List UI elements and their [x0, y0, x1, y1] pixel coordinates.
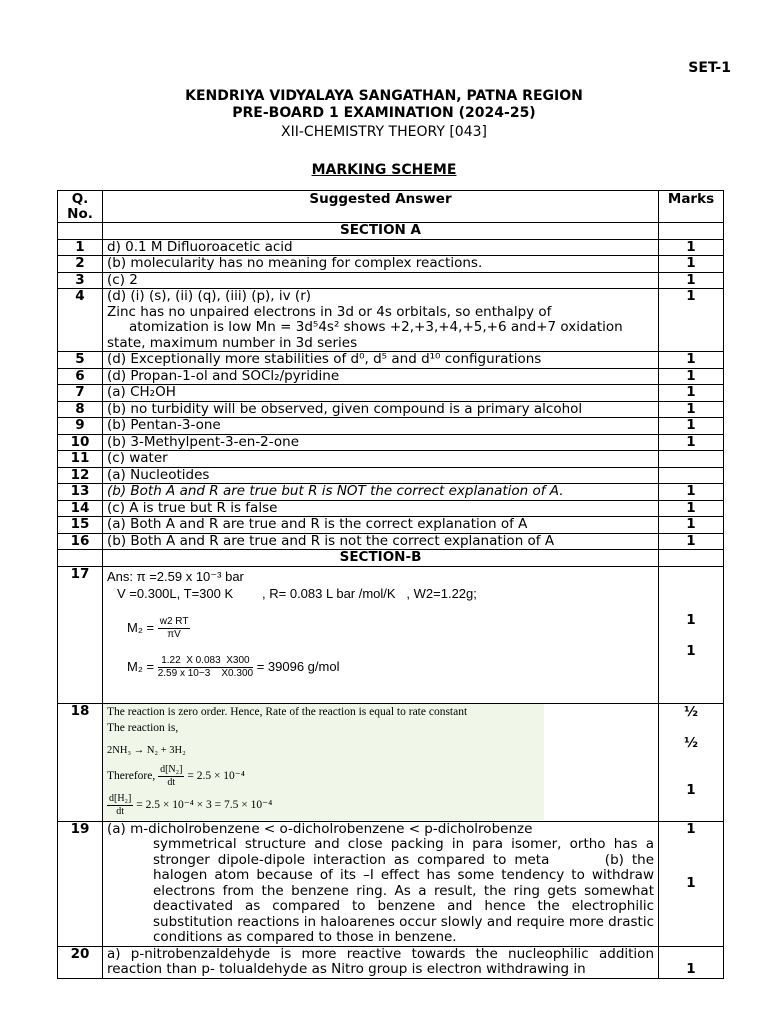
table-row	[58, 451, 724, 468]
q-number: 13	[58, 484, 103, 501]
rate-eq-n2	[107, 764, 540, 789]
table-row	[58, 467, 724, 484]
exam-title: PRE-BOARD 1 EXAMINATION (2024-25)	[232, 105, 536, 121]
q-number: 6	[58, 368, 103, 385]
marks: 1	[659, 385, 724, 402]
answer-body: symmetrical structure and close packing in para isomer, ortho has a stronger dipole-dipole interaction as compared to meta (b) the halogen atom because of its –I effect has some tendency to withdraw electrons from the benzene ring. As a result, the ring gets somewhat deactivated as compared to benzene and hence the electrophilic substitution reactions in haloarenes occur slowly and require more drastic conditions as compared to those in benzene.	[153, 836, 659, 945]
marks	[659, 566, 724, 703]
marks	[659, 703, 724, 821]
table-row	[58, 368, 724, 385]
q-number: 1	[58, 239, 103, 256]
col-q-header: Q. No.	[58, 191, 103, 223]
marks: 1	[659, 434, 724, 451]
answer: (c) water	[103, 451, 659, 468]
numerator: d[H₂]	[109, 792, 132, 804]
answer-line: V =0.300L, T=300 K , R= 0.083 L bar /mol/K , W2=1.22g;	[117, 585, 477, 601]
section-b-label: SECTION-B	[103, 550, 659, 567]
q-number: 10	[58, 434, 103, 451]
denominator: 2.59 x 10−3 X0.300	[157, 667, 254, 679]
numerator: w2 RT	[159, 615, 189, 627]
answer	[103, 703, 659, 821]
answer: (d) Propan-1-ol and SOCl₂/pyridine	[103, 368, 659, 385]
marks: 1	[659, 533, 724, 550]
answer: (d) Exceptionally more stabilities of d⁰, d⁵ and d¹⁰ configurations	[103, 352, 659, 369]
marks: 1	[659, 352, 724, 369]
marking-scheme-table	[57, 190, 724, 979]
numerator: d[N₂]	[160, 763, 183, 775]
answer-line: atomization is low Mn = 3d⁵4s² shows +2,+3,+4,+5,+6 and+7 oxidation	[129, 319, 623, 335]
answer-line: (d) (i) (s), (ii) (q), (iii) (p), iv (r)	[107, 288, 312, 304]
answer: (a) Nucleotides	[103, 467, 659, 484]
answer: (b) Both A and R are true and R is not the correct explanation of A	[103, 533, 659, 550]
marks: 1	[659, 500, 724, 517]
table-row	[58, 401, 724, 418]
table-row	[58, 256, 724, 273]
marks: 1	[659, 289, 724, 352]
numerator: 1.22 X 0.083 X300	[158, 655, 253, 668]
col-answer-header: Suggested Answer	[103, 191, 659, 223]
table-row	[58, 500, 724, 517]
table-row	[58, 418, 724, 435]
q-number: 3	[58, 272, 103, 289]
table-header-row	[58, 191, 724, 223]
q-number: 19	[58, 821, 103, 946]
answer-line: 2NH₃ → N₂ + 3H₂	[107, 744, 186, 756]
table-row	[58, 289, 724, 352]
answer-line: Zinc has no unpaired electrons in 3d or 4s orbitals, so enthalpy of	[107, 303, 552, 320]
table-row	[58, 703, 724, 821]
answer	[103, 566, 659, 703]
answer: d) 0.1 M Difluoroacetic acid	[103, 239, 659, 256]
answer: (b) Pentan-3-one	[103, 418, 659, 435]
q-number: 17	[58, 566, 103, 703]
answer-line: The reaction is zero order. Hence, Rate of the reaction is equal to rate constant	[107, 705, 468, 718]
answer: (b) molecularity has no meaning for complex reactions.	[103, 256, 659, 273]
section-b-row	[58, 550, 724, 567]
answer-line: Ans: π =2.59 x 10⁻³ bar	[107, 568, 244, 584]
answer-line: The reaction is,	[107, 721, 179, 734]
mark: ½	[684, 735, 698, 751]
answer: (b) 3-Methylpent-3-en-2-one	[103, 434, 659, 451]
fraction	[158, 764, 184, 789]
answer: (a) Both A and R are true and R is the correct explanation of A	[103, 517, 659, 534]
answer: (a) CH₂OH	[103, 385, 659, 402]
mark: 1	[686, 875, 696, 891]
mark: 1	[686, 820, 696, 837]
answer-line: (a) m-dicholrobenzene < o-dicholrobenzene < p-dicholrobenze	[107, 820, 533, 837]
formula-label: M₂ =	[127, 658, 155, 674]
calc-result: = 39096 g/mol	[256, 658, 340, 674]
answer-line: state, maximum number in 3d series	[107, 334, 358, 351]
mark: 1	[686, 643, 696, 659]
answer: a) p-nitrobenzaldehyde is more reactive towards the nucleophilic addition reaction than p- tolualdehyde as Nitro group is electron withdrawing in	[103, 946, 659, 978]
table-row	[58, 946, 724, 978]
q-number: 20	[58, 946, 103, 978]
col-marks-header: Marks	[659, 191, 724, 223]
marks: 1	[659, 401, 724, 418]
q-number: 14	[58, 500, 103, 517]
subject-title: XII-CHEMISTRY THEORY [043]	[281, 124, 487, 140]
answer: (c) 2	[103, 272, 659, 289]
answer	[103, 289, 659, 352]
table-row	[58, 434, 724, 451]
table-row	[58, 566, 724, 703]
table-row	[58, 484, 724, 501]
set-label: SET-1	[688, 60, 731, 76]
marks: 1	[659, 368, 724, 385]
mark: 1	[686, 611, 696, 628]
marks	[659, 451, 724, 468]
denominator: dt	[116, 805, 125, 817]
answer: (b) no turbidity will be observed, given compound is a primary alcohol	[103, 401, 659, 418]
answer: (b) Both A and R are true but R is NOT the correct explanation of A.	[103, 484, 659, 501]
q-number: 7	[58, 385, 103, 402]
mark: ½	[684, 703, 698, 720]
q-number: 11	[58, 451, 103, 468]
q-number: 5	[58, 352, 103, 369]
section-a-row	[58, 223, 724, 240]
marking-scheme-title: MARKING SCHEME	[311, 162, 457, 178]
marks: 1	[659, 484, 724, 501]
solution-image	[103, 704, 544, 820]
q-number: 12	[58, 467, 103, 484]
answer	[103, 821, 659, 946]
marks: 1	[659, 418, 724, 435]
table-row	[58, 385, 724, 402]
answer: (c) A is true but R is false	[103, 500, 659, 517]
marks: 1	[659, 256, 724, 273]
fraction	[158, 616, 191, 641]
q-number: 8	[58, 401, 103, 418]
table-row	[58, 517, 724, 534]
denominator: dt	[167, 776, 176, 788]
q-number: 4	[58, 289, 103, 352]
formula-calc	[107, 655, 654, 680]
table-row	[58, 352, 724, 369]
table-row	[58, 239, 724, 256]
rate-eq-h2	[107, 793, 540, 818]
q-number: 2	[58, 256, 103, 273]
mark: 1	[686, 960, 696, 977]
denominator: πV	[167, 628, 181, 640]
formula-label: M₂ =	[127, 619, 155, 635]
formula-m2	[107, 616, 654, 641]
marks	[659, 946, 724, 978]
marks: 1	[659, 272, 724, 289]
table-row	[58, 533, 724, 550]
formula-label: Therefore,	[107, 769, 156, 782]
formula-rest: = 2.5 × 10⁻⁴	[187, 769, 245, 782]
section-a-label: SECTION A	[103, 223, 659, 240]
mark: 1	[686, 781, 696, 798]
org-title: KENDRIYA VIDYALAYA SANGATHAN, PATNA REGION	[185, 88, 583, 104]
fraction	[158, 655, 253, 680]
table-row	[58, 821, 724, 946]
q-number: 15	[58, 517, 103, 534]
marks	[659, 467, 724, 484]
q-number: 18	[58, 703, 103, 821]
formula-rest: = 2.5 × 10⁻⁴ × 3 = 7.5 × 10⁻⁴	[136, 798, 273, 811]
table-row	[58, 272, 724, 289]
marks	[659, 821, 724, 946]
marks: 1	[659, 517, 724, 534]
fraction	[107, 793, 133, 818]
q-number: 16	[58, 533, 103, 550]
q-number: 9	[58, 418, 103, 435]
marks: 1	[659, 239, 724, 256]
